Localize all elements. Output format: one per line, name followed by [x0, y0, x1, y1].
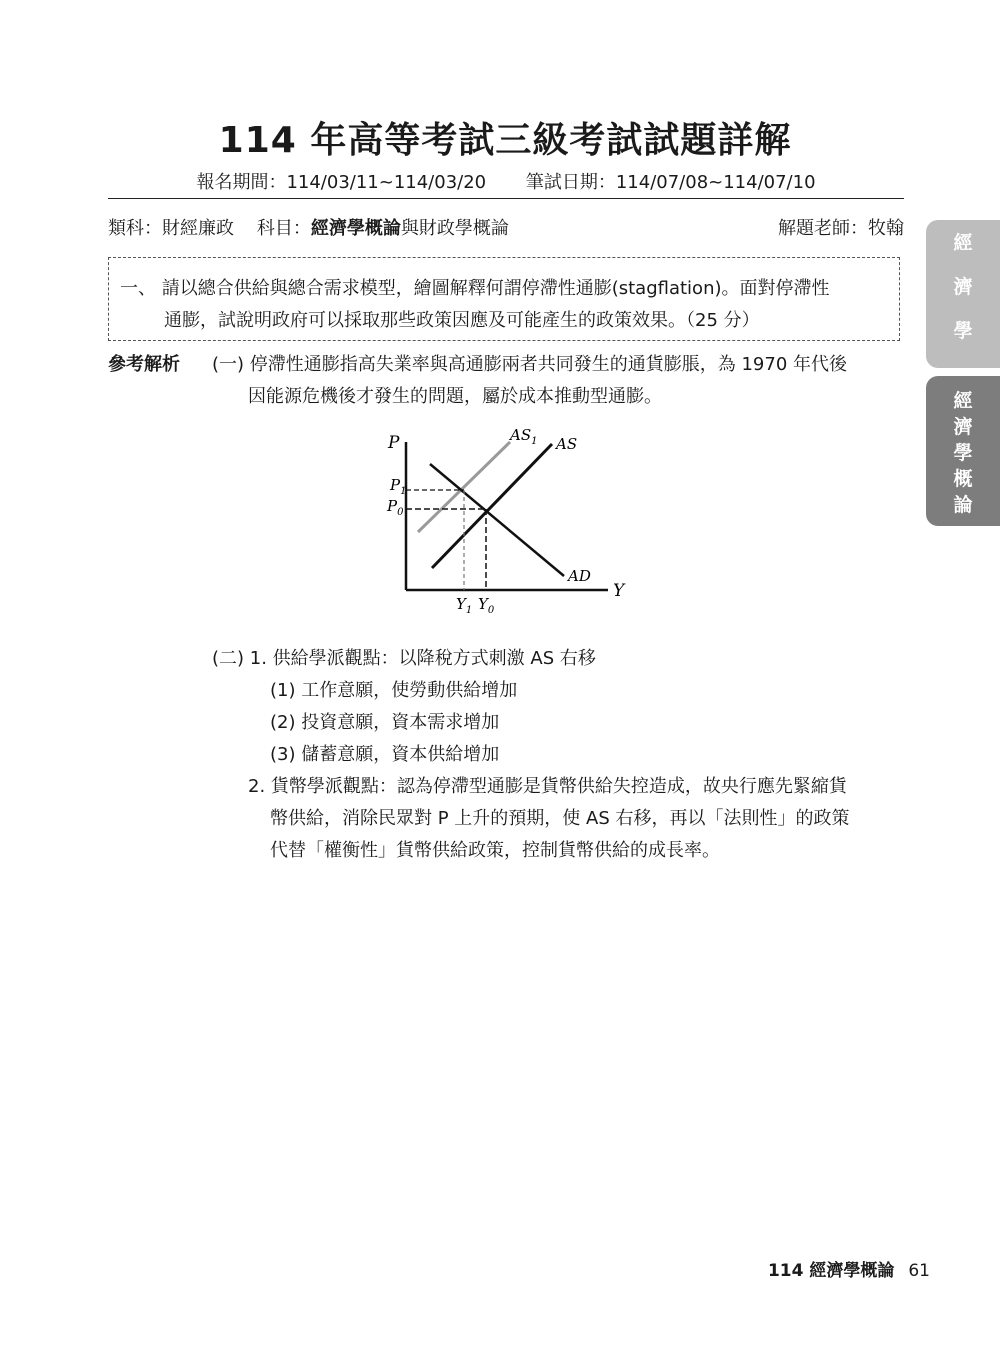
ad-curve [430, 464, 564, 576]
answer-label: 參考解析 [108, 354, 180, 375]
page-number: 61 [908, 1261, 930, 1281]
side-tabs [926, 220, 1000, 526]
answer-part2-sub2: (2) 投資意願，資本需求增加 [270, 712, 500, 733]
answer-part2-sub3: (3) 儲蓄意願，資本供給增加 [270, 744, 500, 765]
tab-economics-intro: 經 濟 學 概 論 [926, 376, 1000, 526]
question-line-2: 通膨，試說明政府可以採取那些政策因應及可能產生的政策效果。（25 分） [164, 310, 760, 331]
p0-label: $P_0$ [387, 497, 404, 518]
subject-bold: 經濟學概論 [310, 218, 401, 239]
category: 類科：財經廉政 [108, 218, 234, 239]
answer-part2-item2-line3: 代替「權衡性」貨幣供給政策，控制貨幣供給的成長率。 [270, 840, 720, 861]
page-footer [768, 1256, 930, 1281]
subject-rest: 與財政學概論 [400, 218, 509, 239]
footer-book-title: 114 經濟學概論 [767, 1261, 895, 1281]
registration-period: 報名期間：114/03/11~114/03/20 [196, 172, 487, 193]
answer-part1-line1: (一) 停滯性通膨指高失業率與高通膨兩者共同發生的通貨膨脹，為 1970 年代後 [212, 354, 848, 375]
as1-label: $AS_1$ [510, 426, 538, 447]
question-line-1: 一、 請以總合供給與總合需求模型，繪圖解釋何謂停滯性通膨(stagflation)。面對停滯性 [120, 278, 830, 299]
y-axis-label: P [388, 433, 400, 453]
teacher: 解題老師：牧翰 [778, 218, 904, 239]
ad-label: AD [568, 567, 591, 585]
exam-meta [108, 214, 904, 240]
answer-part2-item2-line1: 2. 貨幣學派觀點：認為停滯型通膨是貨幣供給失控造成，故央行應先緊縮貨 [248, 776, 847, 797]
exam-dates [108, 168, 904, 194]
answer-part2-sub1: (1) 工作意願，使勞動供給增加 [270, 680, 518, 701]
stagflation-diagram [372, 420, 642, 620]
y0-label: $Y_0$ [478, 595, 495, 616]
header-divider [108, 198, 904, 199]
subject-prefix: 科目： [256, 218, 311, 239]
as-label: AS [556, 435, 578, 453]
answer-part2-item2-line2: 幣供給，消除民眾對 P 上升的預期，使 AS 右移，再以「法則性」的政策 [270, 808, 850, 829]
answer-part2-item1: (二) 1. 供給學派觀點：以降稅方式刺激 AS 右移 [212, 648, 596, 669]
y1-label: $Y_1$ [456, 595, 473, 616]
answer-part1-line2: 因能源危機後才發生的問題，屬於成本推動型通膨。 [248, 386, 662, 407]
exam-date: 筆試日期：114/07/08~114/07/10 [525, 172, 816, 193]
tab-economics: 經 濟 學 [926, 220, 1000, 368]
x-axis-label: Y [613, 581, 625, 601]
page-title: 114 年高等考試三級考試試題詳解 [218, 120, 792, 161]
p1-label: $P_1$ [390, 476, 407, 497]
